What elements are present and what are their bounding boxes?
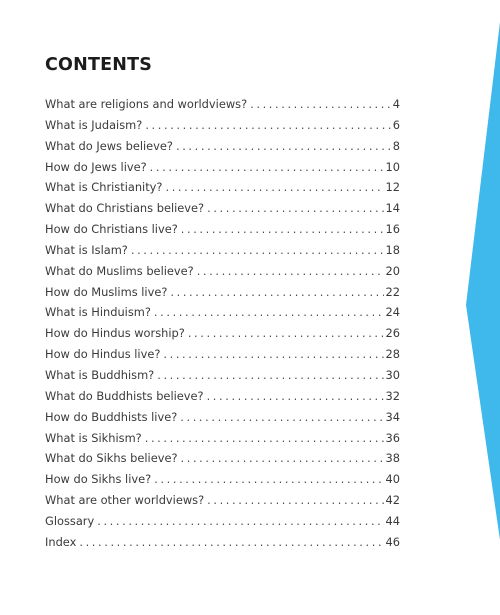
toc-entry[interactable] — [45, 493, 400, 514]
toc-entry-title: What do Muslims believe? — [45, 263, 194, 278]
toc-entry-title: How do Hindus live? — [45, 347, 161, 362]
toc-entry-title: Index — [45, 534, 77, 549]
toc-entry-title: How do Muslims live? — [45, 284, 168, 299]
toc-entry-page: 34 — [385, 409, 400, 424]
toc-entry-page: 28 — [385, 347, 400, 362]
toc-entry-title: What do Buddhists believe? — [45, 388, 204, 403]
toc-entry[interactable] — [45, 285, 400, 306]
toc-entry-title: What is Judaism? — [45, 117, 143, 132]
toc-entry[interactable] — [45, 326, 400, 347]
toc-entry-page: 24 — [385, 305, 400, 320]
toc-entry[interactable] — [45, 410, 400, 431]
toc-entry-page: 18 — [385, 242, 400, 257]
toc-leader-dots — [181, 222, 384, 236]
toc-leader-dots — [145, 118, 390, 132]
table-of-contents — [45, 97, 400, 556]
toc-leader-dots — [176, 139, 391, 153]
toc-leader-dots — [207, 201, 383, 215]
toc-leader-dots — [154, 472, 383, 486]
toc-leader-dots — [150, 160, 384, 174]
toc-entry[interactable] — [45, 139, 400, 160]
toc-leader-dots — [197, 264, 384, 278]
toc-leader-dots — [207, 493, 383, 507]
toc-entry-page: 4 — [392, 97, 400, 111]
toc-entry[interactable] — [45, 222, 400, 243]
toc-entry[interactable] — [45, 368, 400, 389]
toc-entry[interactable] — [45, 243, 400, 264]
toc-entry[interactable] — [45, 264, 400, 285]
toc-entry[interactable] — [45, 201, 400, 222]
toc-entry[interactable] — [45, 472, 400, 493]
toc-entry-page: 6 — [392, 117, 400, 132]
toc-leader-dots — [188, 326, 384, 340]
toc-entry-title: What is Sikhism? — [45, 430, 142, 445]
toc-leader-dots — [250, 97, 391, 111]
toc-leader-dots — [145, 431, 384, 445]
toc-entry-page: 22 — [385, 284, 400, 299]
toc-entry[interactable] — [45, 118, 400, 139]
toc-entry-title: What is Hinduism? — [45, 305, 151, 320]
toc-entry[interactable] — [45, 514, 400, 535]
toc-entry-page: 44 — [385, 513, 400, 528]
toc-leader-dots — [131, 243, 384, 257]
toc-entry-title: How do Buddhists live? — [45, 409, 178, 424]
toc-entry-page: 20 — [385, 263, 400, 278]
blue-edge-shape — [466, 22, 500, 540]
page-title: CONTENTS — [45, 55, 153, 75]
toc-entry-page: 36 — [385, 430, 400, 445]
toc-entry-page: 38 — [385, 451, 400, 466]
toc-leader-dots — [79, 535, 383, 549]
toc-leader-dots — [163, 347, 383, 361]
toc-entry-title: What do Christians believe? — [45, 201, 205, 216]
toc-leader-dots — [207, 389, 384, 403]
toc-leader-dots — [97, 514, 383, 528]
toc-leader-dots — [154, 305, 384, 319]
toc-entry-title: What are other worldviews? — [45, 493, 205, 508]
toc-entry-page: 42 — [385, 493, 400, 508]
toc-entry-title: How do Jews live? — [45, 159, 147, 174]
toc-entry[interactable] — [45, 160, 400, 181]
toc-entry[interactable] — [45, 305, 400, 326]
toc-leader-dots — [181, 451, 384, 465]
toc-entry-page: 46 — [385, 534, 400, 549]
toc-entry-page: 16 — [385, 222, 400, 237]
toc-entry[interactable] — [45, 389, 400, 410]
toc-entry-page: 8 — [392, 138, 400, 153]
toc-entry-title: Glossary — [45, 513, 95, 528]
toc-entry-title: How do Sikhs live? — [45, 472, 152, 487]
toc-entry-title: What do Sikhs believe? — [45, 451, 178, 466]
toc-entry-title: How do Hindus worship? — [45, 326, 185, 341]
toc-entry[interactable] — [45, 97, 400, 118]
toc-entry-page: 32 — [385, 388, 400, 403]
toc-entry-title: What is Buddhism? — [45, 367, 155, 382]
toc-entry[interactable] — [45, 180, 400, 201]
toc-leader-dots — [165, 180, 383, 194]
toc-entry[interactable] — [45, 451, 400, 472]
toc-leader-dots — [170, 285, 383, 299]
toc-entry-title: What are religions and worldviews? — [45, 97, 248, 111]
toc-entry-title: What is Islam? — [45, 242, 128, 257]
toc-entry-page: 26 — [385, 326, 400, 341]
toc-entry-page: 12 — [385, 180, 400, 195]
toc-entry[interactable] — [45, 431, 400, 452]
toc-entry-title: How do Christians live? — [45, 222, 178, 237]
toc-leader-dots — [180, 410, 383, 424]
toc-entry-page: 14 — [385, 201, 400, 216]
toc-entry-page: 40 — [385, 472, 400, 487]
toc-entry-title: What is Christianity? — [45, 180, 163, 195]
toc-entry-page: 30 — [385, 367, 400, 382]
toc-entry-page: 10 — [385, 159, 400, 174]
toc-entry[interactable] — [45, 347, 400, 368]
toc-entry-title: What do Jews believe? — [45, 138, 173, 153]
toc-entry[interactable] — [45, 535, 400, 556]
toc-leader-dots — [157, 368, 383, 382]
